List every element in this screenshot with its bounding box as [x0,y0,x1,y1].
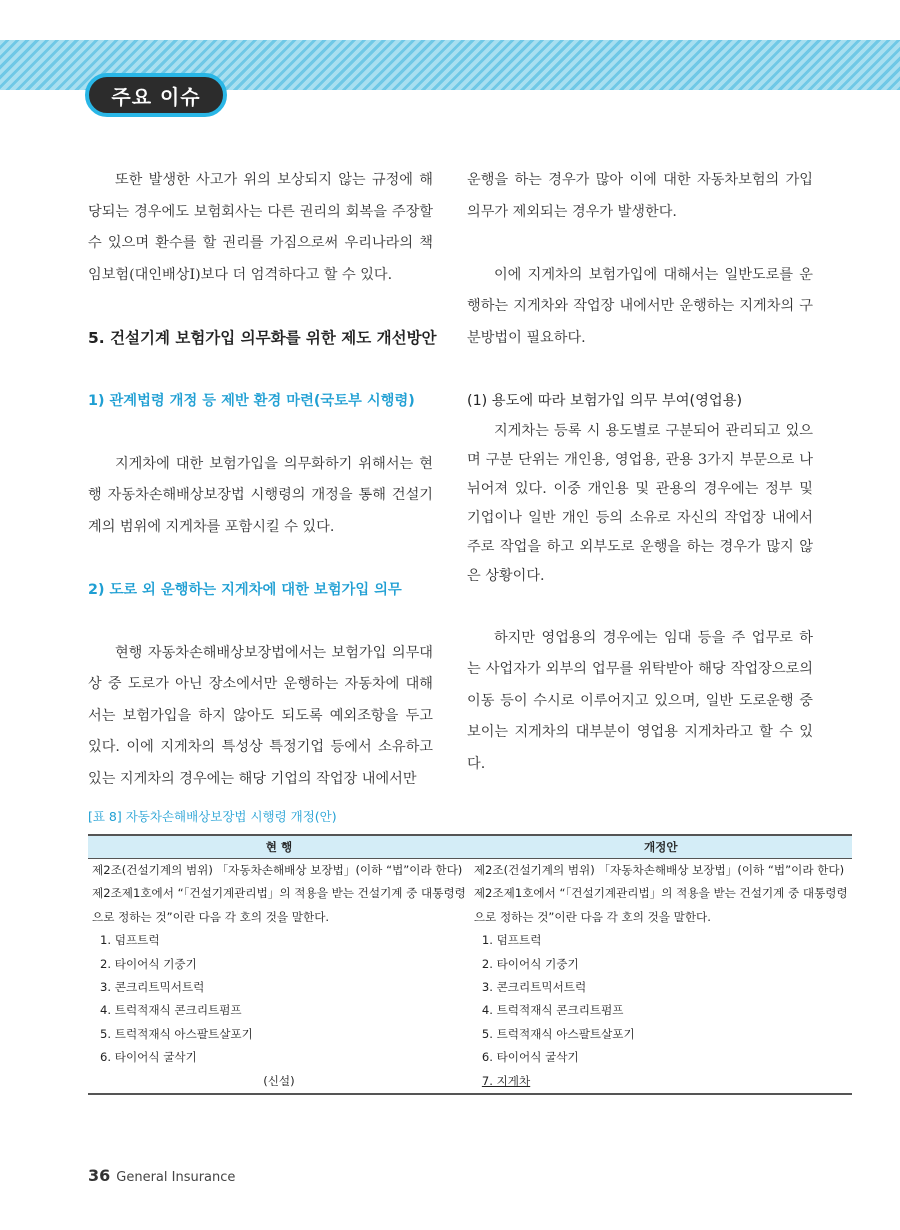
left-paragraph-2: 지게차에 대한 보험가입을 의무화하기 위해서는 현행 자동차손해배상보장법 시행령의 개정을 통해 건설기계의 범위에 지게차를 포함시킬 수 있다. [88,455,433,535]
subheading-usage: (1) 용도에 따라 보험가입 의무 부여(영업용) [467,392,743,409]
right-column [467,165,813,780]
page-footer [88,1166,235,1185]
list-item: 6. 타이어식 굴삭기 [481,1050,579,1065]
list-item: 1. 덤프트럭 [481,933,542,948]
intro-line-2: 제2조제1호에서 “「건설기계관리법」의 적용을 받는 건설기계 중 대통령령 [473,886,848,901]
list-item: 5. 트럭적재식 아스팔트살포기 [481,1026,635,1041]
subheading-2: 2) 도로 외 운행하는 지게차에 대한 보험가입 의무 [88,581,402,598]
right-paragraph-2: 이에 지게차의 보험가입에 대해서는 일반도로를 운행하는 지게차와 작업장 내에서만 운행하는 지게차의 구분방법이 필요하다. [467,266,813,346]
list-item: 3. 콘크리트믹서트럭 [481,980,587,995]
header-revised: 개정안 [470,835,852,859]
section-badge: 주요 이슈 [85,73,227,117]
list-item: 2. 타이어식 기중기 [100,956,197,971]
list-item: 6. 타이어식 굴삭기 [100,1050,197,1065]
comparison-table [88,834,852,1095]
current-new-note: (신설) [263,1073,295,1088]
publication-title: General Insurance [116,1170,236,1185]
list-item: 4. 트럭적재식 콘크리트펌프 [100,1003,242,1018]
intro-line-3: 으로 정하는 것”이란 다음 각 호의 것을 말한다. [473,909,711,924]
left-paragraph-3: 현행 자동차손해배상보장법에서는 보험가입 의무대상 중 도로가 아닌 장소에서만 운행하는 자동차에 대해서는 보험가입을 하지 않아도 되도록 예외조항을 두고 있다. 이에 지게차의 특성상 특정기업 등에서 소유하고 있는 지게차의 경우에는 해당 기업의 작업장 내에서만 [88,644,433,787]
page-number: 36 [88,1166,111,1185]
current-cell [88,859,470,1095]
revised-cell [470,859,852,1095]
right-paragraph-3: 지게차는 등록 시 용도별로 구분되어 관리되고 있으며 구분 단위는 개인용, 영업용, 관용 3가지 부문으로 나뉘어져 있다. 이중 개인용 및 관용의 경우에는 정부 및 기업이나 일반 개인 등의 소유로 자신의 작업장 내에서 주로 작업을 하고 외부도로 운행을 하는 경우가 많지 않은 상황이다. [467,423,813,584]
intro-line-2: 제2조제1호에서 “「건설기계관리법」의 적용을 받는 건설기계 중 대통령령 [92,886,466,901]
list-item: 1. 덤프트럭 [100,933,160,948]
header-current: 현 행 [88,835,470,859]
left-paragraph-1: 또한 발생한 사고가 위의 보상되지 않는 규정에 해당되는 경우에도 보험회사는 다른 권리의 회복을 주장할 수 있으며 환수를 할 권리를 가짐으로써 우리나라의 책임보험(대인배상Ⅰ)보다 더 엄격하다고 할 수 있다. [88,172,433,283]
right-paragraph-1: 운행을 하는 경우가 많아 이에 대한 자동차보험의 가입의무가 제외되는 경우가 발생한다. [467,172,813,220]
left-column [88,165,437,795]
section-5-heading: 5. 건설기계 보험가입 의무화를 위한 제도 개선방안 [88,328,437,347]
list-item: 5. 트럭적재식 아스팔트살포기 [100,1026,253,1041]
intro-line-3: 으로 정하는 것”이란 다음 각 호의 것을 말한다. [92,909,330,924]
intro-line-1: 제2조(건설기계의 범위) 「자동차손해배상 보장법」(이하 “법”이라 한다) [473,863,845,877]
table-caption: [표 8] 자동차손해배상보장법 시행령 개정(안) [88,809,337,824]
right-paragraph-4: 하지만 영업용의 경우에는 임대 등을 주 업무로 하는 사업자가 외부의 업무를 위탁받아 해당 작업장으로의 이동 등이 수시로 이루어지고 있으며, 일반 도로운행 중 보이는 지게차의 대부분이 영업용 지게차라고 할 수 있다. [467,629,813,772]
subheading-1: 1) 관계법령 개정 등 제반 환경 마련(국토부 시행령) [88,392,415,409]
list-item: 3. 콘크리트믹서트럭 [100,980,205,995]
intro-line-1: 제2조(건설기계의 범위) 「자동차손해배상 보장법」(이하 “법”이라 한다) [92,863,463,877]
list-item: 2. 타이어식 기중기 [481,956,579,971]
list-item: 4. 트럭적재식 콘크리트펌프 [481,1003,624,1018]
revised-new-item: 7. 지게차 [481,1073,531,1088]
